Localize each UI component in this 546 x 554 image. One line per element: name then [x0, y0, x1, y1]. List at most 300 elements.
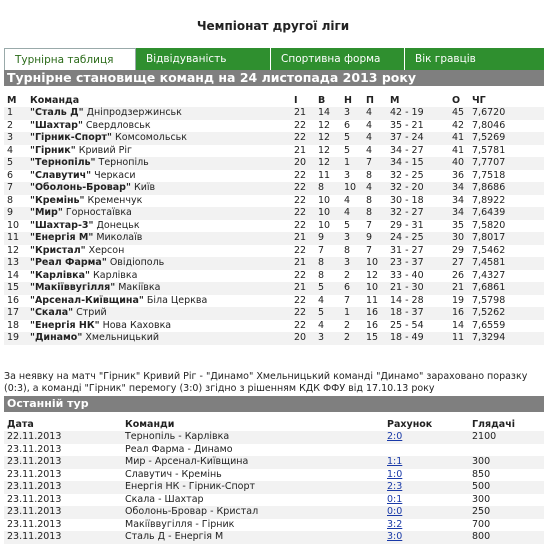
team-city: Херсон: [88, 244, 125, 256]
games-cell: 22: [294, 119, 307, 131]
team-city: Київ: [133, 182, 156, 194]
team-name: "Арсенал-Київщина": [30, 294, 144, 306]
goals-cell: 32 - 20: [390, 182, 452, 195]
wins-cell: 4: [318, 319, 325, 331]
wins-cell: 14: [318, 107, 344, 120]
match-spectators: 800: [472, 531, 544, 544]
wins-cell: 12: [318, 132, 344, 145]
draws-cell: 2: [344, 269, 351, 281]
points-cell: 26: [452, 269, 465, 281]
draws-cell: 3: [344, 169, 351, 181]
losses-cell: 11: [366, 294, 379, 306]
goals-cell: 37 - 24: [390, 132, 452, 145]
team-name: "Динамо": [30, 332, 83, 344]
match-row: [4, 531, 544, 544]
games-cell: 22: [294, 294, 307, 306]
games-cell: 22: [294, 207, 318, 220]
team-city: Овідіополь: [109, 257, 165, 269]
points-cell: 29: [452, 244, 465, 256]
team-city: Тернопіль: [98, 157, 149, 169]
points-cell: 41: [452, 132, 472, 145]
goals-cell: 42 - 19: [390, 107, 452, 120]
match-teams: Макіїввугілля - Гірник: [125, 518, 235, 530]
team-name: "Оболонь-Бровар": [30, 182, 131, 194]
team-cell: [30, 207, 294, 220]
goals-cell: 14 - 28: [390, 294, 424, 306]
points-cell: 21: [452, 282, 472, 295]
team-name: "Шахтар": [30, 119, 83, 131]
table-row: [4, 245, 544, 258]
team-name: "Сталь Д": [30, 107, 84, 119]
points-cell: 27: [452, 257, 472, 270]
points-cell: 14: [452, 319, 465, 331]
games-cell: 22: [294, 219, 307, 231]
team-city: Комсомольськ: [115, 132, 188, 144]
match-teams: Тернопіль - Карлівка: [125, 431, 387, 444]
rating-cell: 7,5262: [472, 307, 544, 320]
goals-cell: 32 - 25: [390, 169, 424, 181]
match-score-cell: [387, 456, 472, 469]
draws-cell: 7: [344, 294, 351, 306]
match-date: 23.11.2013: [4, 531, 125, 544]
team-cell: [30, 170, 294, 183]
team-cell: [30, 220, 294, 233]
wins-cell: 10: [318, 219, 331, 231]
match-row: [4, 481, 544, 494]
points-cell: 42: [452, 119, 465, 131]
team-cell: [30, 157, 294, 170]
pos-cell: 4: [7, 144, 14, 156]
points-cell: 45: [452, 107, 472, 120]
pos-cell: 19: [4, 332, 30, 345]
col-pos: М: [7, 94, 17, 106]
rating-cell: 7,6439: [472, 207, 544, 220]
table-row: [4, 157, 544, 170]
points-cell: 19: [452, 294, 465, 306]
rating-cell: 7,7707: [472, 157, 544, 170]
team-name: "Скала": [30, 307, 74, 319]
match-row: [4, 444, 544, 457]
col-teams: Команди: [125, 419, 175, 430]
col-spectators: Глядачі: [472, 419, 515, 430]
draws-cell: 2: [344, 332, 366, 345]
losses-cell: 16: [366, 319, 379, 331]
match-row: [4, 519, 544, 532]
rating-cell: 7,8922: [472, 194, 506, 206]
tab-attendance[interactable]: Відвідуваність: [136, 48, 271, 70]
match-date: 23.11.2013: [4, 506, 125, 519]
match-score-cell: [387, 481, 472, 494]
losses-cell: 8: [366, 169, 373, 181]
rating-cell: 7,5798: [472, 294, 506, 306]
rating-cell: 7,8686: [472, 182, 544, 195]
points-cell: 34: [452, 194, 465, 206]
games-cell: 20: [294, 332, 318, 345]
team-city: Макіївка: [118, 282, 161, 294]
match-score-link[interactable]: 2:3: [387, 481, 403, 493]
last-round-heading: Останній тур: [4, 396, 544, 412]
goals-cell: 25 - 54: [390, 319, 424, 331]
match-spectators: 700: [472, 518, 491, 530]
wins-cell: 5: [318, 307, 344, 320]
match-teams: Реал Фарма - Динамо: [125, 443, 233, 455]
table-row: [4, 282, 544, 295]
losses-cell: 12: [366, 269, 379, 281]
team-name: "Тернопіль": [30, 157, 96, 169]
rating-cell: 7,4581: [472, 257, 544, 270]
draws-cell: 10: [344, 182, 366, 195]
team-cell: [30, 145, 294, 158]
match-row: [4, 469, 544, 482]
pos-cell: 11: [4, 232, 30, 245]
rating-cell: 7,5781: [472, 144, 506, 156]
rating-cell: 7,7518: [472, 169, 506, 181]
team-name: "Кристал": [30, 244, 86, 256]
rating-cell: 7,6720: [472, 107, 544, 120]
table-row: [4, 320, 544, 333]
pos-cell: 15: [4, 282, 30, 295]
games-cell: 21: [294, 257, 318, 270]
rating-cell: 7,8017: [472, 232, 544, 245]
wins-cell: 8: [318, 182, 344, 195]
draws-cell: 6: [344, 282, 366, 295]
match-spectators: 300: [472, 493, 491, 505]
match-date: 23.11.2013: [7, 493, 62, 505]
match-score-cell: [387, 444, 472, 457]
draws-cell: 5: [344, 132, 366, 145]
match-date: 23.11.2013: [4, 481, 125, 494]
rating-cell: 7,5820: [472, 219, 506, 231]
draws-cell: 1: [344, 307, 366, 320]
match-teams: Енергія НК - Гірник-Спорт: [125, 481, 387, 494]
match-score-link[interactable]: 3:2: [387, 518, 403, 530]
match-score-link[interactable]: 1:1: [387, 456, 403, 468]
team-cell: [30, 257, 294, 270]
losses-cell: 8: [366, 207, 390, 220]
games-cell: 22: [294, 269, 307, 281]
goals-cell: 18 - 49: [390, 332, 452, 345]
goals-cell: 24 - 25: [390, 232, 452, 245]
col-games: І: [294, 94, 298, 106]
pos-cell: 2: [7, 119, 14, 131]
rating-cell: 7,6559: [472, 319, 506, 331]
wins-cell: 8: [318, 269, 325, 281]
team-cell: [30, 320, 294, 333]
pos-cell: 10: [7, 219, 20, 231]
table-row: [4, 120, 544, 133]
team-city: Свердловськ: [85, 119, 151, 131]
team-cell: [30, 195, 294, 208]
table-row: [4, 195, 544, 208]
pos-cell: 18: [7, 319, 20, 331]
team-cell: [30, 270, 294, 283]
losses-cell: 4: [366, 132, 390, 145]
rating-cell: 7,6861: [472, 282, 544, 295]
team-city: Черкаси: [94, 169, 136, 181]
team-name: "Карлівка": [30, 269, 90, 281]
team-city: Горностаївка: [65, 207, 132, 219]
team-city: Кременчук: [87, 194, 143, 206]
match-spectators: 2100: [472, 431, 544, 444]
losses-cell: 4: [366, 119, 373, 131]
wins-cell: 12: [318, 144, 331, 156]
draws-cell: 4: [344, 194, 351, 206]
match-score-link[interactable]: 3:0: [387, 531, 403, 543]
col-team: Команда: [30, 94, 80, 106]
points-cell: 34: [452, 207, 472, 220]
team-cell: [30, 120, 294, 133]
losses-cell: 8: [366, 194, 373, 206]
match-score-link[interactable]: 0:0: [387, 506, 403, 518]
goals-cell: 18 - 37: [390, 307, 452, 320]
wins-cell: 5: [318, 282, 344, 295]
match-date: 23.11.2013: [7, 518, 62, 530]
table-row: [4, 145, 544, 158]
match-score-link[interactable]: 0:1: [387, 493, 403, 505]
pos-cell: 14: [7, 269, 20, 281]
match-teams: Славутич - Кремінь: [125, 468, 222, 480]
pos-cell: 16: [7, 294, 20, 306]
match-score-link[interactable]: 2:0: [387, 431, 403, 443]
table-row: [4, 132, 544, 145]
team-name: "Енергія М": [30, 232, 94, 244]
match-score-link[interactable]: 1:0: [387, 468, 403, 480]
games-cell: 22: [294, 169, 307, 181]
team-cell: [30, 307, 294, 320]
pos-cell: 5: [4, 157, 30, 170]
tab-player-age[interactable]: Вік гравців: [405, 48, 544, 70]
pos-cell: 17: [4, 307, 30, 320]
match-teams: Оболонь-Бровар - Кристал: [125, 506, 387, 519]
games-cell: 22: [294, 319, 307, 331]
games-cell: 21: [294, 107, 318, 120]
points-cell: 41: [452, 144, 465, 156]
team-name: "Мир": [30, 207, 63, 219]
goals-cell: 23 - 37: [390, 257, 452, 270]
rating-cell: 7,3294: [472, 332, 544, 345]
draws-cell: 6: [344, 119, 351, 131]
forfeit-note: За неявку на матч "Гірник" Кривий Ріг - "Динамо" Хмельницький команді "Динамо" зараховано поразку (0:3), а команді "Гірник" перемогу (3:0) згідно з рішенням КДК ФФУ від 17.10.13 року: [4, 371, 528, 394]
table-row: [4, 170, 544, 183]
games-cell: 22: [294, 182, 318, 195]
losses-cell: 10: [366, 282, 390, 295]
games-cell: 21: [294, 144, 307, 156]
team-city: Карлівка: [93, 269, 138, 281]
losses-cell: 16: [366, 307, 390, 320]
match-spectators: 250: [472, 506, 544, 519]
col-points: О: [452, 94, 461, 106]
losses-cell: 7: [366, 219, 373, 231]
goals-cell: 35 - 21: [390, 119, 424, 131]
match-spectators: 850: [472, 468, 491, 480]
col-rating: ЧГ: [472, 94, 486, 106]
losses-cell: 9: [366, 232, 390, 245]
draws-cell: 3: [344, 107, 366, 120]
match-row: [4, 456, 544, 469]
goals-cell: 29 - 31: [390, 219, 424, 231]
table-row: [4, 107, 544, 120]
col-date: Дата: [7, 419, 34, 430]
tab-sport-form[interactable]: Спортивна форма: [271, 48, 405, 70]
match-row: [4, 506, 544, 519]
draws-cell: 4: [344, 207, 366, 220]
match-date: 23.11.2013: [7, 468, 62, 480]
draws-cell: 3: [344, 257, 366, 270]
draws-cell: 5: [344, 144, 351, 156]
table-row: [4, 332, 544, 345]
games-cell: 22: [294, 244, 307, 256]
last-round-table: [4, 418, 544, 544]
losses-cell: 15: [366, 332, 390, 345]
table-row: [4, 257, 544, 270]
team-city: Миколаїв: [96, 232, 143, 244]
match-teams: Мир - Арсенал-Київщина: [125, 456, 387, 469]
team-name: "Гірник": [30, 144, 76, 156]
tab-standings[interactable]: Турнірна таблиця: [4, 48, 136, 70]
team-cell: [30, 245, 294, 258]
games-cell: 22: [294, 307, 318, 320]
team-name: "Кремінь": [30, 194, 85, 206]
team-city: Біла Церква: [146, 294, 208, 306]
goals-cell: 34 - 27: [390, 144, 424, 156]
team-cell: [30, 295, 294, 308]
goals-cell: 34 - 15: [390, 157, 452, 170]
team-cell: [30, 232, 294, 245]
standings-heading: Турнірне становище команд на 24 листопада 2013 року: [4, 70, 544, 86]
match-spectators: 300: [472, 456, 544, 469]
wins-cell: 4: [318, 294, 325, 306]
match-row: [4, 494, 544, 507]
team-city: Дніпродзержинськ: [86, 107, 182, 119]
goals-cell: 30 - 18: [390, 194, 424, 206]
col-goals: М: [390, 94, 400, 106]
games-cell: 20: [294, 157, 318, 170]
games-cell: 22: [294, 132, 318, 145]
team-city: Донецьк: [96, 219, 140, 231]
table-row: [4, 270, 544, 283]
col-draws: Н: [344, 94, 352, 106]
wins-cell: 9: [318, 232, 344, 245]
pos-cell: 12: [7, 244, 20, 256]
wins-cell: 7: [318, 244, 325, 256]
match-score-cell: [387, 494, 472, 507]
team-cell: [30, 332, 294, 345]
page-title: Чемпіонат другої ліги: [196, 19, 350, 33]
match-teams: Сталь Д - Енергія М: [125, 531, 387, 544]
team-city: Кривий Ріг: [78, 144, 132, 156]
pos-cell: 6: [7, 169, 14, 181]
team-name: "Славутич": [30, 169, 92, 181]
points-cell: 36: [452, 169, 465, 181]
team-name: "Енергія НК": [30, 319, 100, 331]
wins-cell: 12: [318, 119, 331, 131]
rating-cell: 7,4327: [472, 269, 506, 281]
draws-cell: 5: [344, 219, 351, 231]
rating-cell: 7,5462: [472, 244, 506, 256]
points-cell: 34: [452, 182, 472, 195]
match-date: 23.11.2013: [7, 443, 62, 455]
match-score-cell: [387, 519, 472, 532]
standings-table: [4, 94, 544, 345]
table-row: [4, 307, 544, 320]
team-name: "Реал Фарма": [30, 257, 107, 269]
team-name: "Гірник-Спорт": [30, 132, 112, 144]
match-row: [4, 431, 544, 444]
draws-cell: 3: [344, 232, 366, 245]
draws-cell: 1: [344, 157, 366, 170]
goals-cell: 32 - 27: [390, 207, 452, 220]
pos-cell: 9: [4, 207, 30, 220]
match-date: 23.11.2013: [4, 456, 125, 469]
draws-cell: 2: [344, 319, 351, 331]
match-spectators: [472, 444, 544, 457]
table-row: [4, 207, 544, 220]
pos-cell: 7: [4, 182, 30, 195]
team-cell: [30, 182, 294, 195]
team-cell: [30, 107, 294, 120]
tab-bar: [4, 48, 544, 70]
games-cell: 22: [294, 194, 307, 206]
games-cell: 21: [294, 232, 318, 245]
team-city: Хмельницький: [85, 332, 160, 344]
losses-cell: 7: [366, 244, 373, 256]
points-cell: 40: [452, 157, 472, 170]
rating-cell: 7,8046: [472, 119, 506, 131]
pos-cell: 3: [4, 132, 30, 145]
team-name: "Шахтар-3": [30, 219, 94, 231]
pos-cell: 8: [7, 194, 14, 206]
wins-cell: 12: [318, 157, 344, 170]
match-date: 22.11.2013: [4, 431, 125, 444]
wins-cell: 11: [318, 169, 331, 181]
goals-cell: 31 - 27: [390, 244, 424, 256]
match-score-cell: [387, 531, 472, 544]
games-cell: 21: [294, 282, 318, 295]
col-score: Рахунок: [387, 419, 433, 430]
col-wins: В: [318, 94, 326, 106]
goals-cell: 21 - 30: [390, 282, 452, 295]
team-cell: [30, 282, 294, 295]
wins-cell: 8: [318, 257, 344, 270]
match-score-cell: [387, 469, 472, 482]
losses-cell: 4: [366, 144, 373, 156]
goals-cell: 33 - 40: [390, 269, 424, 281]
table-row: [4, 182, 544, 195]
table-row: [4, 232, 544, 245]
table-row: [4, 295, 544, 308]
losses-cell: 7: [366, 157, 390, 170]
draws-cell: 8: [344, 244, 351, 256]
match-score-cell: [387, 506, 472, 519]
match-score-cell: [387, 431, 472, 444]
team-cell: [30, 132, 294, 145]
losses-cell: 4: [366, 182, 390, 195]
wins-cell: 10: [318, 194, 331, 206]
match-spectators: 500: [472, 481, 544, 494]
team-city: Нова Каховка: [102, 319, 172, 331]
points-cell: 30: [452, 232, 472, 245]
rating-cell: 7,5269: [472, 132, 544, 145]
team-name: "Макіїввугілля": [30, 282, 116, 294]
pos-cell: 1: [4, 107, 30, 120]
team-city: Стрий: [76, 307, 107, 319]
losses-cell: 10: [366, 257, 390, 270]
points-cell: 11: [452, 332, 472, 345]
pos-cell: 13: [4, 257, 30, 270]
match-teams: Скала - Шахтар: [125, 493, 204, 505]
table-row: [4, 220, 544, 233]
col-losses: П: [366, 94, 374, 106]
